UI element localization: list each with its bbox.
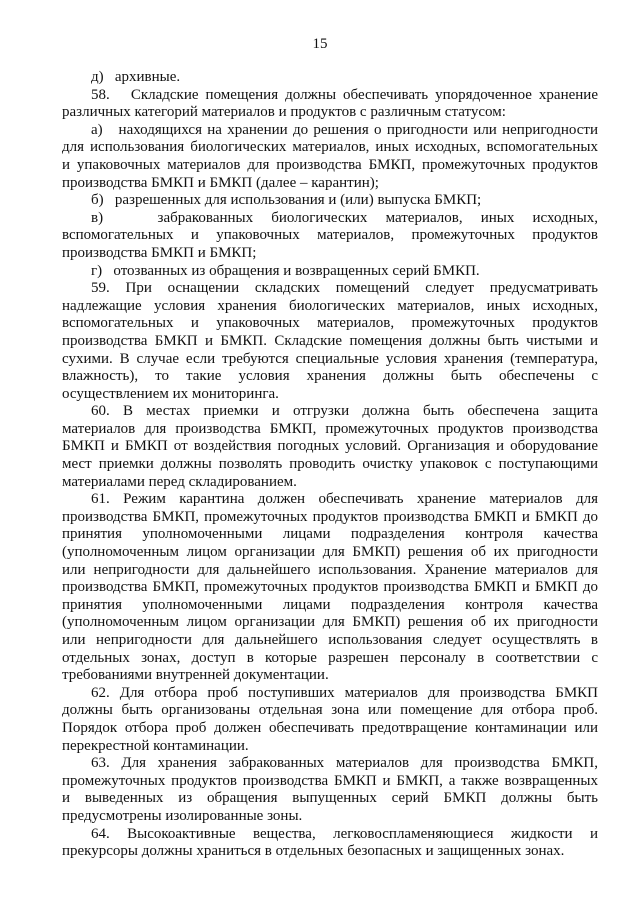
- text-line: 60. В местах приемки и отгрузки должна быть обеспечена защита: [91, 403, 598, 420]
- text-line: производства БМКП и БМКП. Складские помещения должны быть чистыми и: [62, 332, 598, 349]
- document-body: [62, 69, 598, 861]
- text-line: для использования биологических материалов, иных исходных, вспомогательных: [62, 139, 598, 156]
- text-line: производства БМКП и БМКП;: [62, 244, 257, 261]
- text-line: и выведенных из обращения выпущенных серий БМКП должны быть: [62, 790, 598, 807]
- text-line: принятия уполномоченными лицами подразделения контроля качества: [62, 526, 598, 543]
- text-line: различных категорий материалов и продуктов с различным статусом:: [62, 104, 506, 121]
- text-line: перекрестной контаминации.: [62, 737, 249, 754]
- text-line: Порядок отбора проб должен обеспечивать предотвращение контаминации или: [62, 719, 598, 736]
- text-line: (уполномоченным лицом организации для БМКП) решения об их пригодности: [62, 544, 598, 561]
- text-line: отдельных зонах, доступ в которые разрешен персоналу в соответствии с: [62, 649, 598, 666]
- text-line: сухими. В случае если требуются специальные условия хранения (температура,: [62, 350, 598, 367]
- text-line: а) находящихся на хранении до решения о пригодности или непригодности: [91, 121, 598, 138]
- text-line: осуществлением их мониторинга.: [62, 385, 279, 402]
- text-line: в) забракованных биологических материалов, иных исходных,: [91, 209, 598, 226]
- text-line: производства БМКП, промежуточных продуктов производства БМКП и БМКП до: [62, 579, 598, 596]
- text-line: производства БМКП, промежуточных продуктов производства БМКП и БМКП до: [62, 508, 598, 525]
- text-line: материалами перед складированием.: [62, 473, 297, 490]
- text-line: мест приемки должны позволять проводить очистку упаковок с поступающими: [62, 456, 598, 473]
- text-line: прекурсоры должны храниться в отдельных безопасных и защищенных зонах.: [62, 843, 565, 860]
- text-line: и упаковочных материалов для производства БМКП, промежуточных продуктов: [62, 156, 598, 173]
- text-line: б) разрешенных для использования и (или) выпуска БМКП;: [91, 192, 482, 209]
- text-line: надлежащие условия хранения биологических материалов, иных исходных,: [62, 297, 598, 314]
- text-line: промежуточных продуктов производства БМКП и БМКП, а также возвращенных: [62, 772, 598, 789]
- text-line: 63. Для хранения забракованных материалов для производства БМКП,: [91, 755, 598, 772]
- text-line: д) архивные.: [91, 69, 181, 85]
- text-line: 59. При оснащении складских помещений следует предусматривать: [91, 280, 598, 297]
- text-line: должны быть организованы отдельная зона или помещение для отбора проб.: [62, 702, 598, 719]
- text-line: или непригодности для дальнейшего использования следует осуществлять в: [62, 632, 598, 648]
- text-line: 64. Высокоактивные вещества, легковоспламеняющиеся жидкости и: [91, 825, 598, 842]
- page-number: 15: [312, 36, 328, 52]
- text-line: производства БМКП и БМКП (далее – карантин);: [62, 174, 379, 191]
- text-line: влажность), то такие условия хранения должны быть обеспечены с: [62, 368, 598, 385]
- text-line: принятия уполномоченными лицами подразделения контроля качества: [62, 596, 598, 613]
- text-line: 61. Режим карантина должен обеспечивать хранение материалов для: [91, 491, 598, 508]
- text-line: вспомогательных и упаковочных материалов, промежуточных продуктов: [62, 315, 598, 332]
- document-lines: [62, 69, 598, 861]
- text-line: материалов для производства БМКП, промежуточных продуктов производства: [62, 420, 598, 437]
- text-line: вспомогательных и упаковочных материалов, промежуточных продуктов: [62, 227, 598, 244]
- text-line: 58. Складские помещения должны обеспечивать упорядоченное хранение: [91, 86, 598, 103]
- text-line: БМКП и БМКП от воздействия погодных условий. Организация и оборудование: [62, 438, 598, 455]
- text-line: предусмотрены изолированные зоны.: [62, 807, 303, 824]
- text-line: (уполномоченным лицом организации для БМКП) решения об их пригодности: [62, 614, 598, 631]
- text-line: г) отозванных из обращения и возвращенных серий БМКП.: [91, 262, 480, 279]
- text-line: 62. Для отбора проб поступивших материалов для производства БМКП: [91, 684, 598, 701]
- text-line: требованиями внутренней документации.: [62, 667, 329, 684]
- text-line: или непригодности для дальнейшего использования. Хранение материалов для: [62, 561, 598, 578]
